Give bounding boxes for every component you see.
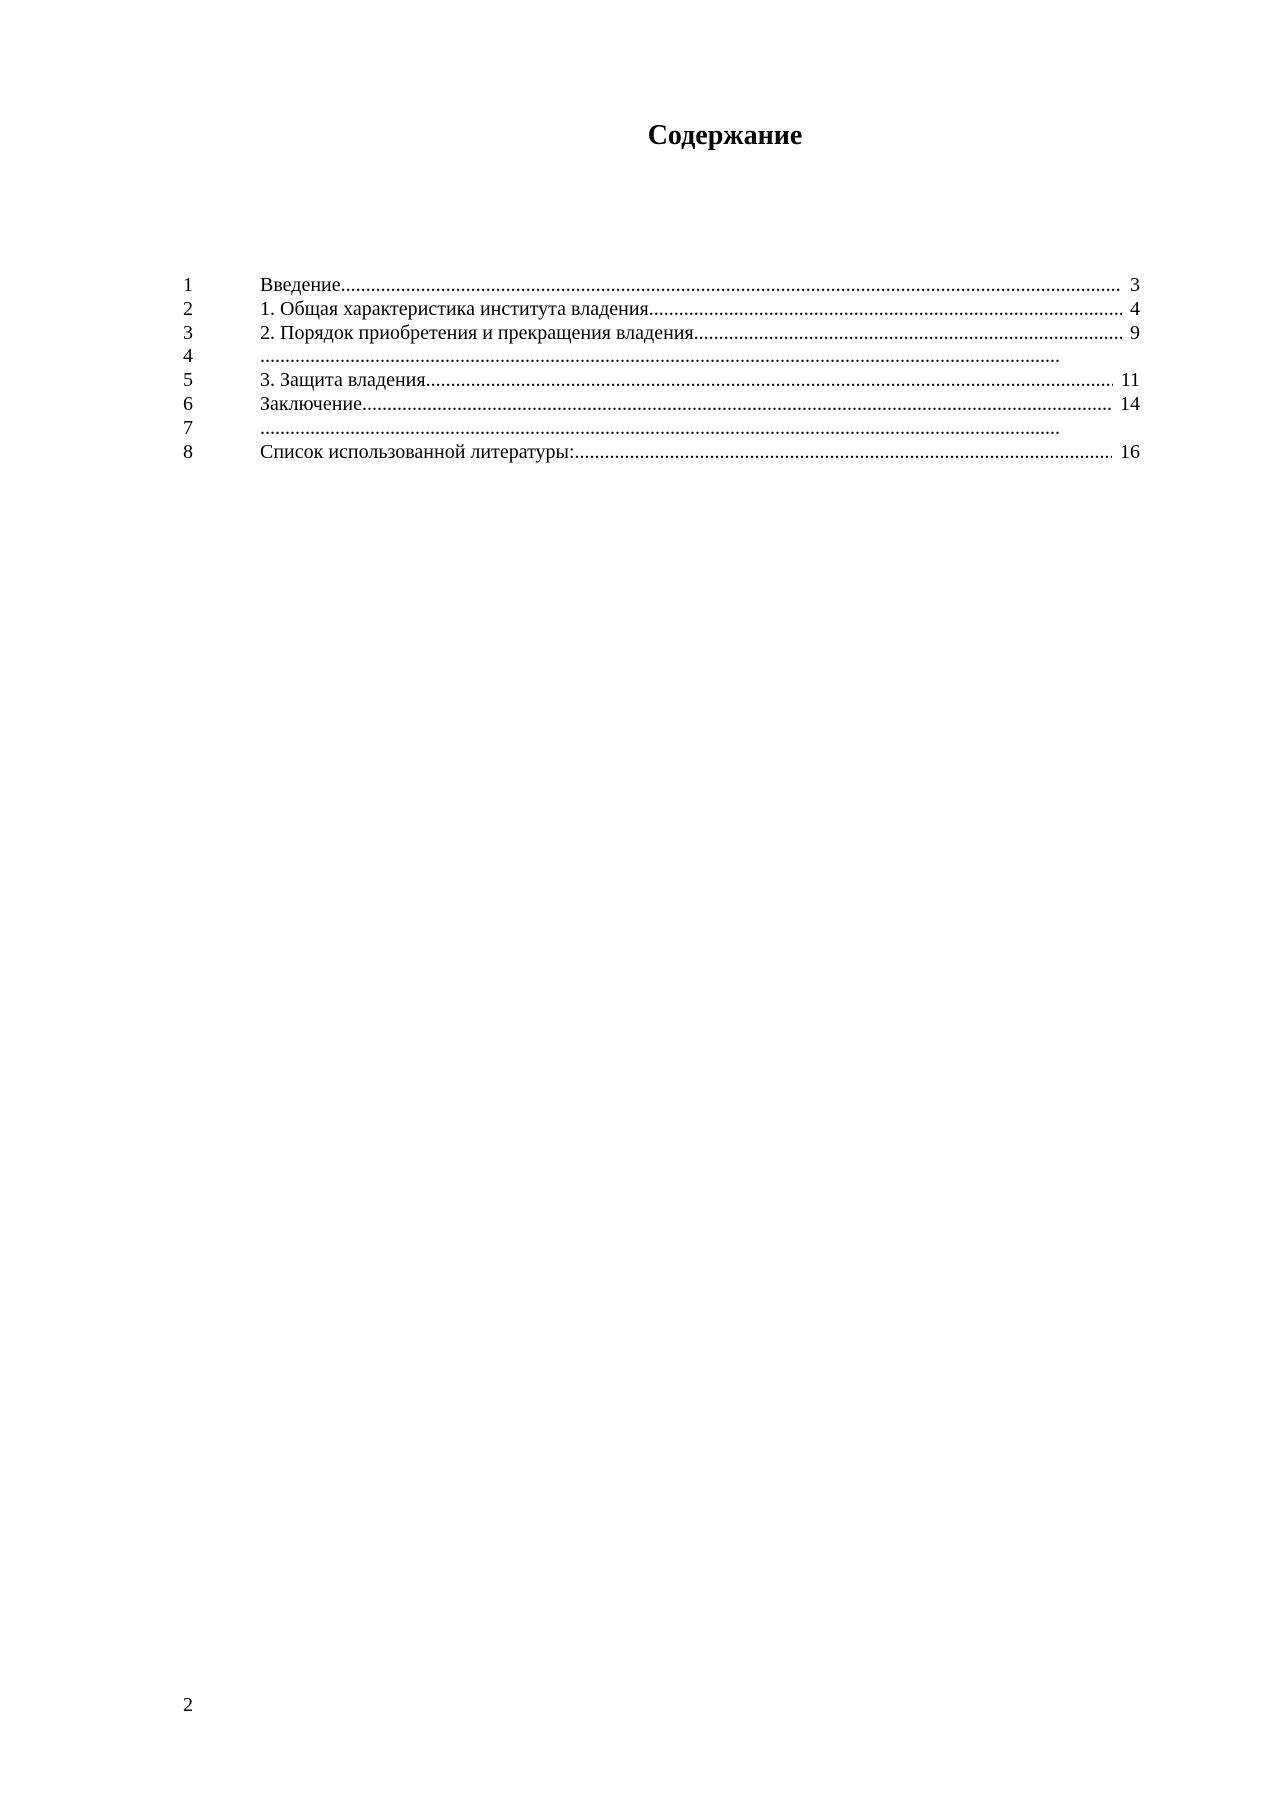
toc-entry-text: Введение — [260, 274, 341, 296]
toc-entry[interactable] — [260, 274, 1140, 298]
toc-entry[interactable] — [260, 369, 1140, 393]
table-of-contents — [183, 274, 1143, 464]
toc-row — [183, 345, 1143, 369]
toc-page-number: 4 — [1130, 297, 1140, 320]
toc-dot-leader — [260, 345, 1060, 369]
toc-entry[interactable] — [260, 345, 1068, 369]
toc-entry[interactable] — [260, 322, 1140, 346]
toc-entry-text: 2. Порядок приобретения и прекращения владения — [260, 321, 694, 344]
toc-row — [183, 393, 1143, 417]
toc-line-number: 1 — [183, 274, 193, 296]
page-title: Содержание — [647, 120, 803, 151]
toc-dot-leader — [341, 274, 1122, 298]
toc-row — [183, 441, 1143, 465]
toc-line-number: 7 — [183, 416, 193, 439]
toc-row — [183, 298, 1143, 322]
toc-entry[interactable] — [260, 393, 1140, 417]
toc-dot-leader — [649, 298, 1122, 322]
toc-line-number: 5 — [183, 369, 193, 392]
toc-row — [183, 369, 1143, 393]
toc-page-number: 11 — [1120, 369, 1140, 392]
toc-line-number: 3 — [183, 321, 193, 344]
page-number: 2 — [183, 1694, 193, 1716]
toc-dot-leader — [362, 393, 1112, 417]
toc-page-number: 3 — [1130, 274, 1140, 296]
toc-line-number: 6 — [183, 392, 193, 415]
toc-dot-leader — [426, 369, 1113, 393]
toc-line-number: 4 — [183, 345, 193, 368]
toc-entry[interactable] — [260, 441, 1140, 465]
toc-line-number: 2 — [183, 297, 193, 320]
toc-row — [183, 322, 1143, 346]
toc-entry-text: 3. Защита владения — [260, 369, 426, 392]
toc-entry[interactable] — [260, 417, 1068, 441]
toc-dot-leader — [260, 417, 1060, 441]
toc-entry-text: Список использованной литературы: — [260, 440, 575, 463]
toc-page-number: 16 — [1120, 440, 1140, 463]
toc-page-number: 14 — [1120, 392, 1140, 415]
toc-row — [183, 274, 1143, 298]
toc-entry-text: Заключение — [260, 392, 362, 415]
toc-dot-leader — [575, 441, 1112, 465]
toc-dot-leader — [694, 322, 1122, 346]
toc-row — [183, 417, 1143, 441]
toc-entry[interactable] — [260, 298, 1140, 322]
toc-line-number: 8 — [183, 440, 193, 463]
toc-page-number: 9 — [1130, 321, 1140, 344]
toc-entry-text: 1. Общая характеристика института владения — [260, 297, 649, 320]
